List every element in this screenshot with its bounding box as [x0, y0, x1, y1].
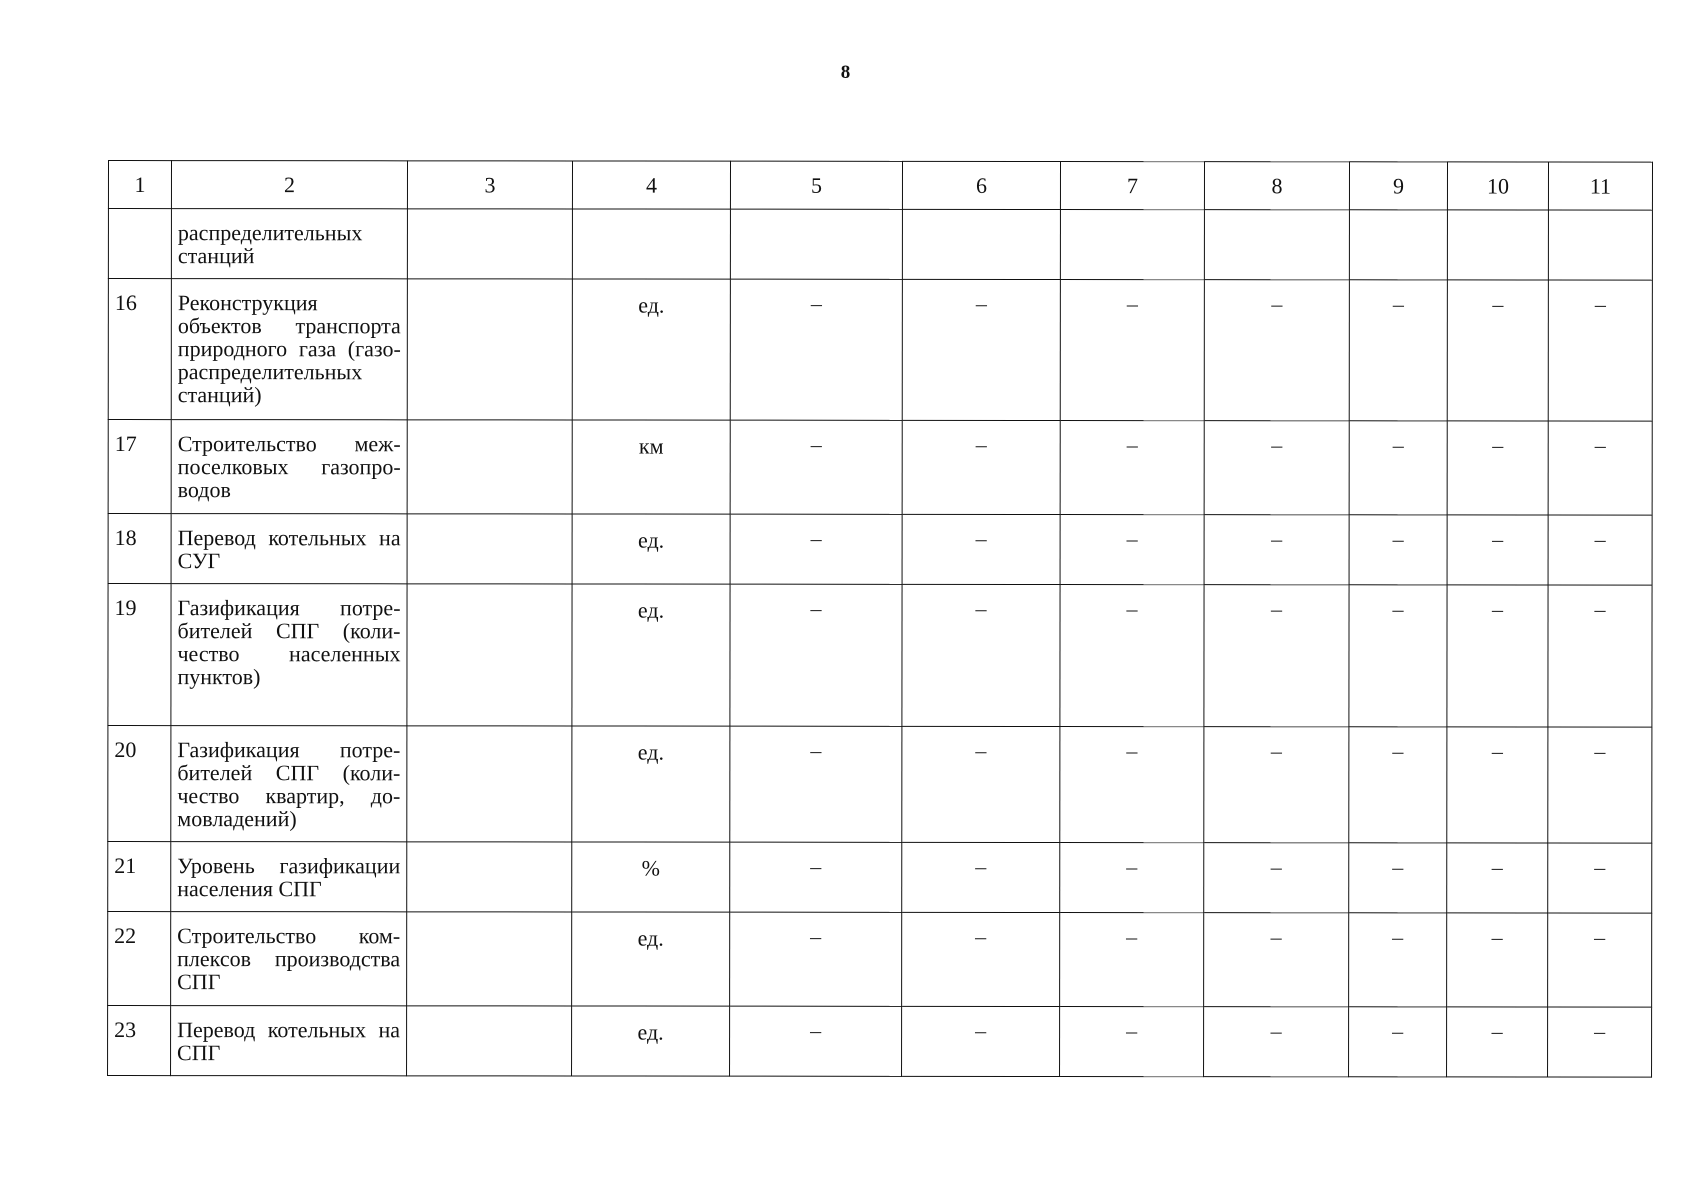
table-row — [108, 1006, 1652, 1078]
value-cell — [1060, 209, 1204, 279]
value-cell: – — [1548, 1007, 1652, 1077]
value-cell: – — [1204, 913, 1349, 1007]
column-header: 10 — [1447, 162, 1548, 210]
unit-cell: ед. — [572, 279, 730, 420]
table-body — [108, 209, 1653, 1078]
value-cell — [902, 209, 1060, 279]
unit-cell — [572, 209, 730, 279]
value-cell: – — [1204, 843, 1349, 913]
value-cell: – — [1447, 421, 1548, 515]
value-cell: – — [1204, 727, 1349, 843]
unit-cell: ед. — [572, 726, 730, 842]
row-number: 20 — [108, 726, 171, 842]
value-cell: – — [1548, 515, 1652, 585]
unit-cell: ед. — [572, 584, 730, 726]
value-cell: – — [1447, 585, 1548, 727]
value-cell: – — [1447, 515, 1548, 585]
column-header: 6 — [902, 161, 1060, 209]
value-cell: – — [730, 1006, 902, 1076]
value-cell: – — [1447, 280, 1548, 421]
value-cell: – — [730, 279, 902, 420]
column-3-cell — [407, 726, 572, 842]
unit-cell: км — [572, 420, 730, 514]
value-cell: – — [902, 912, 1060, 1006]
table-row — [108, 279, 1652, 422]
value-cell: – — [730, 726, 902, 842]
value-cell: – — [730, 420, 902, 514]
value-cell — [1548, 210, 1652, 280]
indicator-name: Уровень газификации населения СПГ — [171, 842, 407, 912]
unit-cell: ед. — [572, 912, 730, 1006]
value-cell: – — [1204, 515, 1349, 585]
indicator-name: Газификация потребителей СПГ (количество населенных пунктов) — [171, 584, 407, 726]
value-cell: – — [1060, 1006, 1204, 1076]
data-table — [107, 160, 1653, 1078]
value-cell: – — [1548, 843, 1652, 913]
value-cell: – — [1548, 585, 1652, 727]
value-cell: – — [1447, 727, 1548, 843]
column-header: 7 — [1060, 161, 1204, 209]
value-cell: – — [1349, 727, 1447, 843]
value-cell: – — [1204, 280, 1349, 421]
value-cell: – — [1349, 421, 1447, 515]
value-cell: – — [1349, 1007, 1447, 1077]
unit-cell: ед. — [572, 514, 730, 584]
value-cell: – — [1204, 421, 1349, 515]
indicator-name: Перевод котельных на СПГ — [171, 1006, 407, 1076]
row-number: 16 — [108, 279, 171, 420]
value-cell — [1204, 210, 1349, 280]
value-cell: – — [1548, 913, 1652, 1007]
column-3-cell — [407, 279, 572, 420]
column-header: 2 — [171, 161, 407, 209]
table-row — [108, 584, 1652, 728]
value-cell: – — [1060, 726, 1204, 842]
indicator-name: Газификация потребителей СПГ (количество квартир, домовладений) — [171, 726, 407, 842]
value-cell: – — [1060, 842, 1204, 912]
value-cell — [1447, 210, 1548, 280]
value-cell: – — [1060, 912, 1204, 1006]
value-cell: – — [1349, 843, 1447, 913]
value-cell — [1349, 210, 1447, 280]
value-cell: – — [1349, 585, 1447, 727]
column-header: 11 — [1548, 162, 1652, 210]
value-cell: – — [1548, 280, 1652, 421]
value-cell: – — [1548, 727, 1652, 843]
value-cell — [730, 209, 902, 279]
value-cell: – — [902, 514, 1060, 584]
indicator-name: Реконструкция объектов транспорта природного газа (газораспределительных станций) — [171, 279, 407, 420]
value-cell: – — [902, 842, 1060, 912]
column-3-cell — [407, 514, 572, 584]
value-cell: – — [1548, 421, 1652, 515]
value-cell: – — [902, 279, 1060, 420]
page-number: 8 — [840, 62, 851, 83]
column-header: 9 — [1349, 162, 1447, 210]
table-row — [108, 726, 1652, 844]
row-number: 21 — [108, 842, 171, 912]
column-3-cell — [407, 420, 572, 514]
column-header: 3 — [407, 161, 572, 209]
value-cell: – — [730, 584, 902, 726]
indicator-name: Перевод котельных на СУГ — [171, 514, 407, 584]
row-number: 19 — [108, 584, 171, 726]
column-3-cell — [407, 209, 572, 279]
column-3-cell — [407, 1006, 572, 1076]
value-cell: – — [1447, 843, 1548, 913]
unit-cell: % — [572, 842, 730, 912]
value-cell: – — [1204, 1007, 1349, 1077]
table-row — [108, 912, 1652, 1008]
value-cell: – — [1447, 1007, 1548, 1077]
table-row — [108, 420, 1652, 516]
indicator-name: Строительство комплексов производства СПГ — [171, 912, 407, 1006]
column-3-cell — [407, 912, 572, 1006]
row-number: 17 — [108, 420, 171, 514]
value-cell: – — [902, 584, 1060, 726]
column-header: 5 — [730, 161, 902, 209]
value-cell: – — [1349, 515, 1447, 585]
row-number — [108, 209, 171, 279]
table-row — [108, 514, 1652, 586]
value-cell: – — [1349, 913, 1447, 1007]
value-cell: – — [1060, 279, 1204, 420]
row-number: 22 — [108, 912, 171, 1006]
value-cell: – — [1060, 514, 1204, 584]
column-header: 8 — [1204, 162, 1349, 210]
table-header-row — [108, 161, 1652, 211]
value-cell: – — [1060, 584, 1204, 726]
value-cell: – — [730, 912, 902, 1006]
value-cell: – — [1447, 913, 1548, 1007]
column-header: 1 — [108, 161, 171, 209]
column-3-cell — [407, 842, 572, 912]
value-cell: – — [1204, 585, 1349, 727]
table-row — [108, 842, 1652, 914]
column-header: 4 — [572, 161, 730, 209]
column-3-cell — [407, 584, 572, 726]
indicator-name: Строительство межпоселковых газопроводов — [171, 420, 407, 514]
value-cell: – — [1349, 280, 1447, 421]
unit-cell: ед. — [572, 1006, 730, 1076]
value-cell: – — [730, 514, 902, 584]
row-number: 23 — [108, 1006, 171, 1076]
value-cell: – — [902, 1006, 1060, 1076]
indicator-name: распределительных станций — [171, 209, 407, 279]
value-cell: – — [902, 726, 1060, 842]
value-cell: – — [1060, 420, 1204, 514]
table-row — [108, 209, 1652, 281]
value-cell: – — [730, 842, 902, 912]
value-cell: – — [902, 420, 1060, 514]
row-number: 18 — [108, 514, 171, 584]
